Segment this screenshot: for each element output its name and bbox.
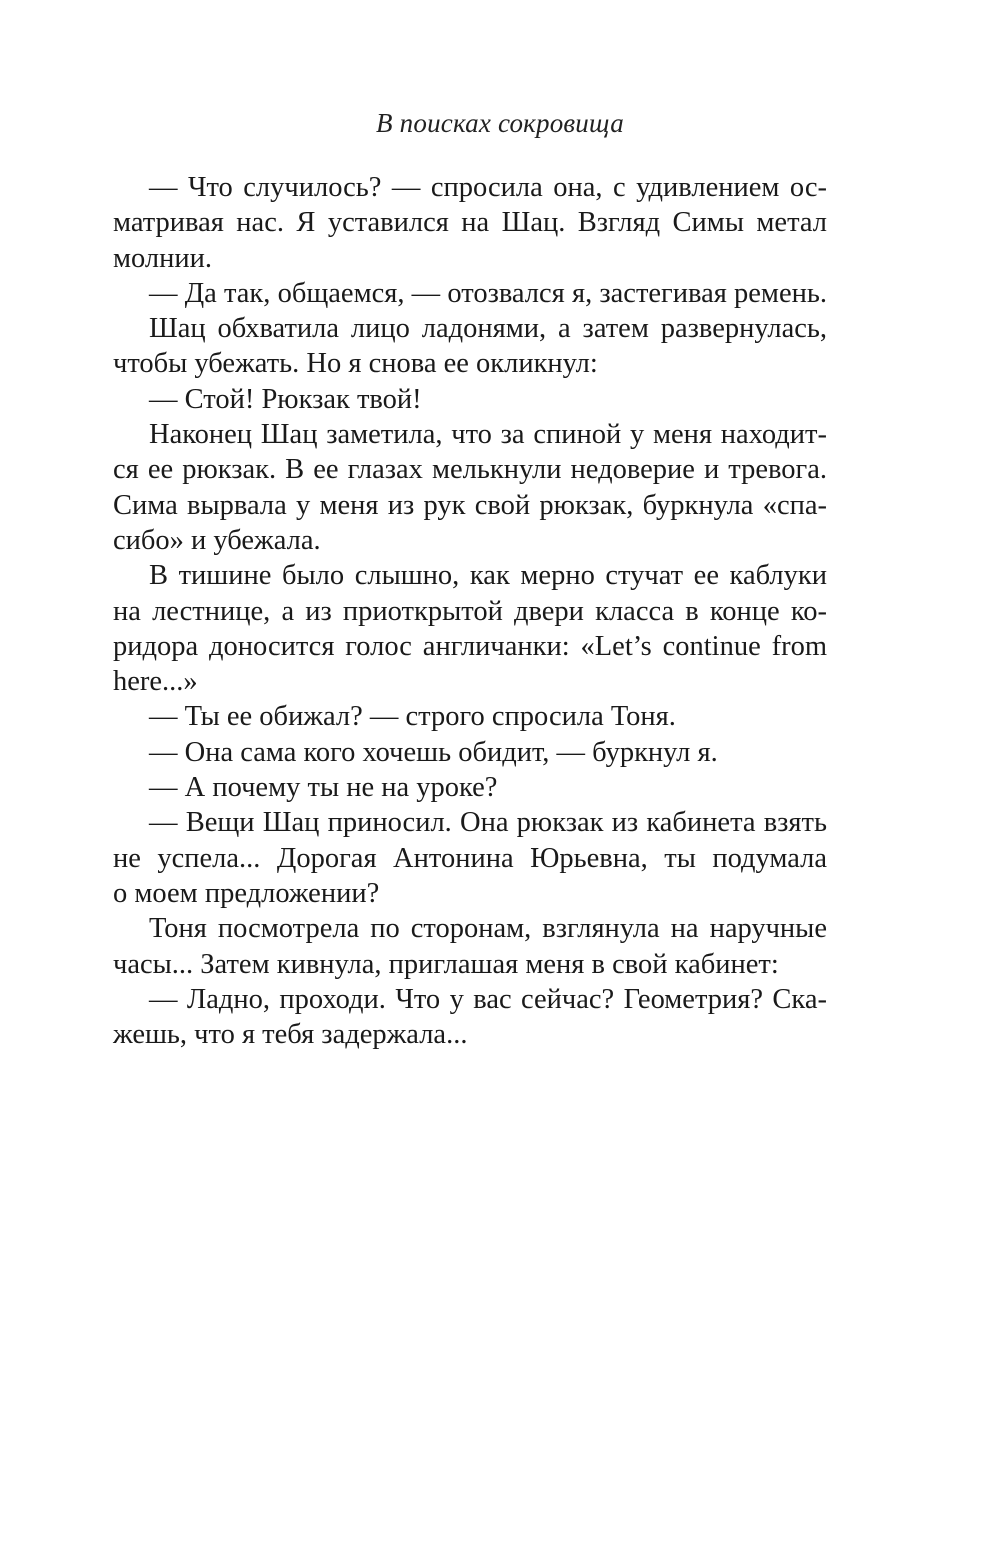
running-title: В поисках сокровища (376, 108, 624, 138)
text-line: В тишине было слышно, как мерно стучат ее каблуки (149, 560, 827, 592)
text-line: Наконец Шац заметила, что за спиной у меня находит- (149, 419, 827, 451)
text-line: чтобы убежать. Но я снова ее окликнул: (113, 348, 598, 380)
text-line: here...» (113, 666, 198, 698)
text-line: сибо» и убежала. (113, 524, 321, 556)
text-line: — Да так, общаемся, — отозвался я, застегивая ремень. (149, 277, 827, 309)
text-line: — Ладно, проходи. Что у вас сейчас? Геометрия? Ска- (149, 983, 827, 1015)
body-text (113, 170, 827, 1052)
text-line: — А почему ты не на уроке? (149, 772, 498, 804)
text-line: молнии. (113, 242, 213, 274)
text-line: жешь, что я тебя задержала... (113, 1019, 468, 1051)
text-line: — Стой! Рюкзак твой! (149, 383, 422, 415)
text-line: на лестнице, а из приоткрытой двери класса в конце ко- (113, 595, 827, 627)
text-line: — Она сама кого хочешь обидит, — буркнул я. (149, 736, 718, 768)
text-line: — Ты ее обижал? — строго спросила Тоня. (149, 701, 676, 733)
text-line: не успела... Дорогая Антонина Юрьевна, ты подумала (113, 842, 827, 874)
text-line: ридора доносится голос англичанки: «Let’s continue from (113, 630, 827, 662)
text-line: Шац обхватила лицо ладонями, а затем развернулась, (149, 313, 827, 345)
text-line: — Вещи Шац приносил. Она рюкзак из кабинета взять (149, 807, 827, 839)
text-line: матривая нас. Я уставился на Шац. Взгляд Симы метал (113, 207, 827, 239)
text-line: о моем предложении? (113, 877, 380, 909)
text-line: часы... Затем кивнула, приглашая меня в свой кабинет: (113, 948, 779, 980)
text-line: ся ее рюкзак. В ее глазах мелькнули недоверие и тревога. (113, 454, 827, 486)
text-line: Тоня посмотрела по сторонам, взглянула на наручные (149, 913, 827, 945)
text-line: Сима вырвала у меня из рук свой рюкзак, буркнула «спа- (113, 489, 827, 521)
text-line: — Что случилось? — спросила она, с удивлением ос- (149, 172, 827, 203)
